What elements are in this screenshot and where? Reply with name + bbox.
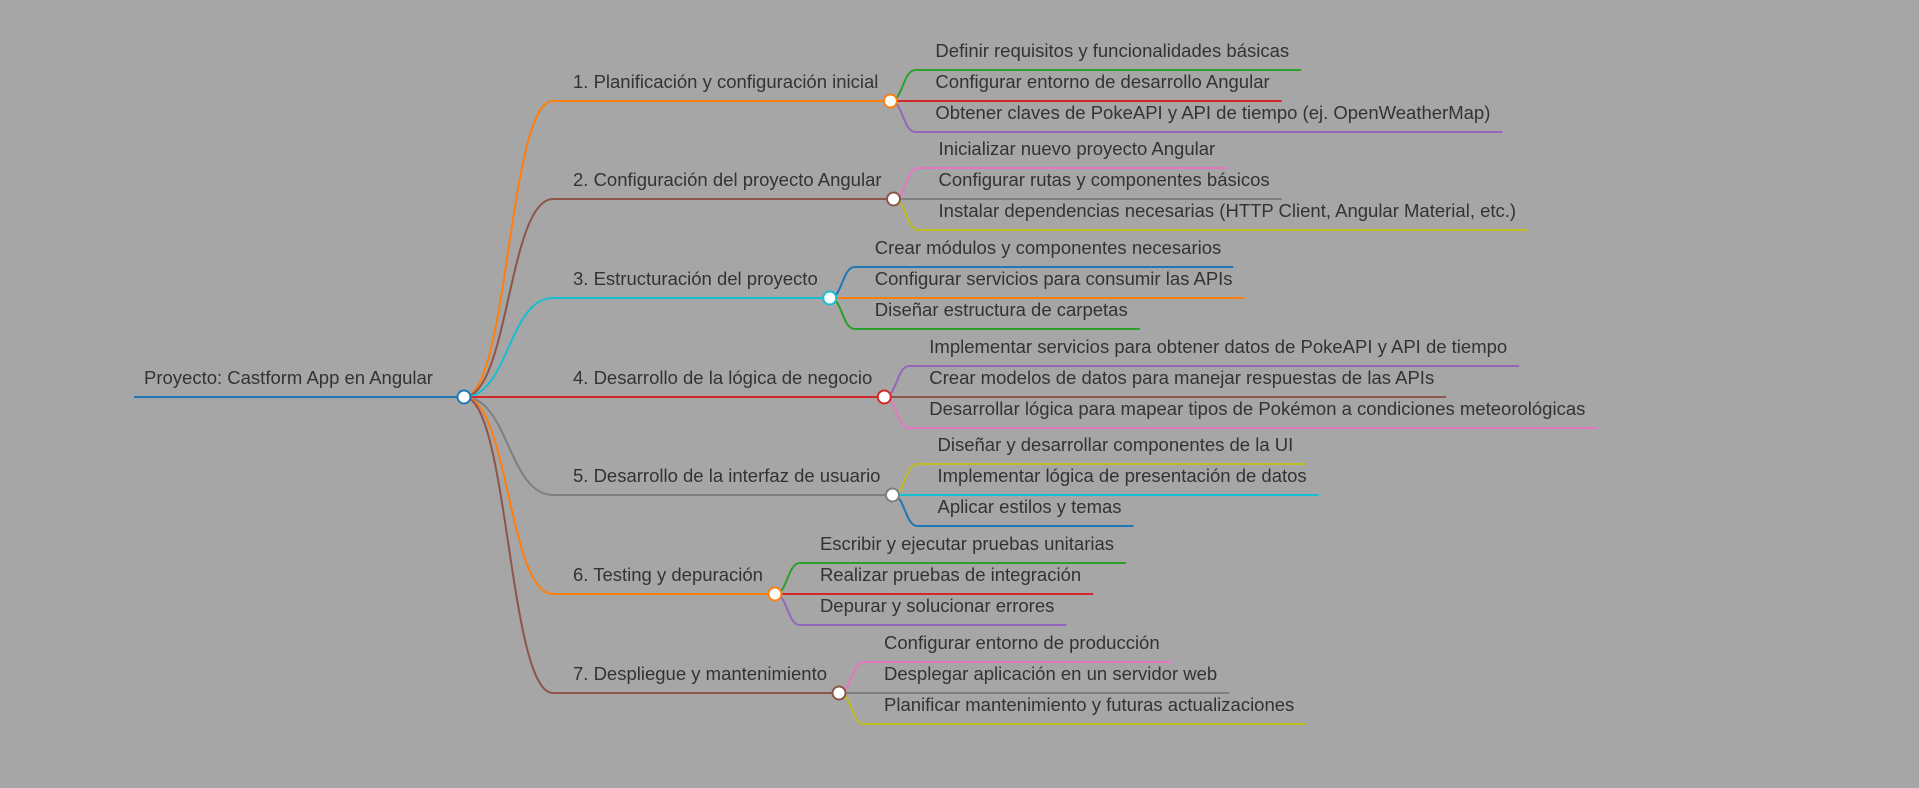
edge-root-branch-1 bbox=[464, 101, 553, 397]
branch-3-child-3: Diseñar estructura de carpetas bbox=[874, 299, 1128, 320]
branch-2-node bbox=[887, 193, 900, 206]
branch-6-label: 6. Testing y depuración bbox=[573, 564, 763, 585]
edge-root-branch-7 bbox=[464, 397, 553, 693]
edge-root-branch-3 bbox=[464, 298, 553, 397]
branch-2-child-3: Instalar dependencias necesarias (HTTP Client, Angular Material, etc.) bbox=[938, 200, 1517, 221]
edge-root-branch-5 bbox=[464, 397, 553, 495]
branch-4-node bbox=[878, 391, 891, 404]
branch-6-child-3: Depurar y solucionar errores bbox=[819, 595, 1055, 616]
branch-7-node bbox=[833, 687, 846, 700]
branch-1-child-2: Configurar entorno de desarrollo Angular bbox=[935, 71, 1270, 92]
branch-4-child-2: Crear modelos de datos para manejar respuestas de las APIs bbox=[929, 367, 1435, 388]
edge-root-branch-2 bbox=[464, 199, 553, 397]
root-node-label: Proyecto: Castform App en Angular bbox=[144, 367, 433, 388]
branch-2-label: 2. Configuración del proyecto Angular bbox=[573, 169, 882, 190]
branch-4-label: 4. Desarrollo de la lógica de negocio bbox=[573, 367, 873, 388]
branch-4-child-3: Desarrollar lógica para mapear tipos de Pokémon a condiciones meteorológicas bbox=[929, 398, 1586, 419]
branch-7-child-3: Planificar mantenimiento y futuras actualizaciones bbox=[884, 694, 1295, 715]
branch-3-child-1: Crear módulos y componentes necesarios bbox=[874, 237, 1222, 258]
branch-7-child-1: Configurar entorno de producción bbox=[884, 632, 1160, 653]
branch-3-child-2: Configurar servicios para consumir las APIs bbox=[874, 268, 1233, 289]
root-node bbox=[458, 391, 471, 404]
branch-3-label: 3. Estructuración del proyecto bbox=[573, 268, 818, 289]
branch-2-child-2: Configurar rutas y componentes básicos bbox=[938, 169, 1270, 190]
branch-5-label: 5. Desarrollo de la interfaz de usuario bbox=[573, 465, 881, 486]
branch-1-node bbox=[884, 95, 897, 108]
branch-1-label: 1. Planificación y configuración inicial bbox=[573, 71, 879, 92]
branch-5-node bbox=[886, 489, 899, 502]
branch-7-label: 7. Despliegue y mantenimiento bbox=[573, 663, 828, 684]
branch-1-child-1: Definir requisitos y funcionalidades básicas bbox=[935, 40, 1290, 61]
edge-root-branch-6 bbox=[464, 397, 553, 594]
branch-6-child-2: Realizar pruebas de integración bbox=[819, 564, 1082, 585]
branch-7-child-2: Desplegar aplicación en un servidor web bbox=[884, 663, 1218, 684]
branch-6-child-1: Escribir y ejecutar pruebas unitarias bbox=[819, 533, 1115, 554]
branch-5-child-3: Aplicar estilos y temas bbox=[937, 496, 1122, 517]
branch-3-node bbox=[823, 292, 836, 305]
branch-5-child-1: Diseñar y desarrollar componentes de la UI bbox=[937, 434, 1294, 455]
branch-6-node bbox=[768, 588, 781, 601]
branch-4-child-1: Implementar servicios para obtener datos de PokeAPI y API de tiempo bbox=[929, 336, 1508, 357]
branch-1-child-3: Obtener claves de PokeAPI y API de tiempo (ej. OpenWeatherMap) bbox=[935, 102, 1491, 123]
branch-5-child-2: Implementar lógica de presentación de datos bbox=[937, 465, 1307, 486]
branch-2-child-1: Inicializar nuevo proyecto Angular bbox=[938, 138, 1216, 159]
